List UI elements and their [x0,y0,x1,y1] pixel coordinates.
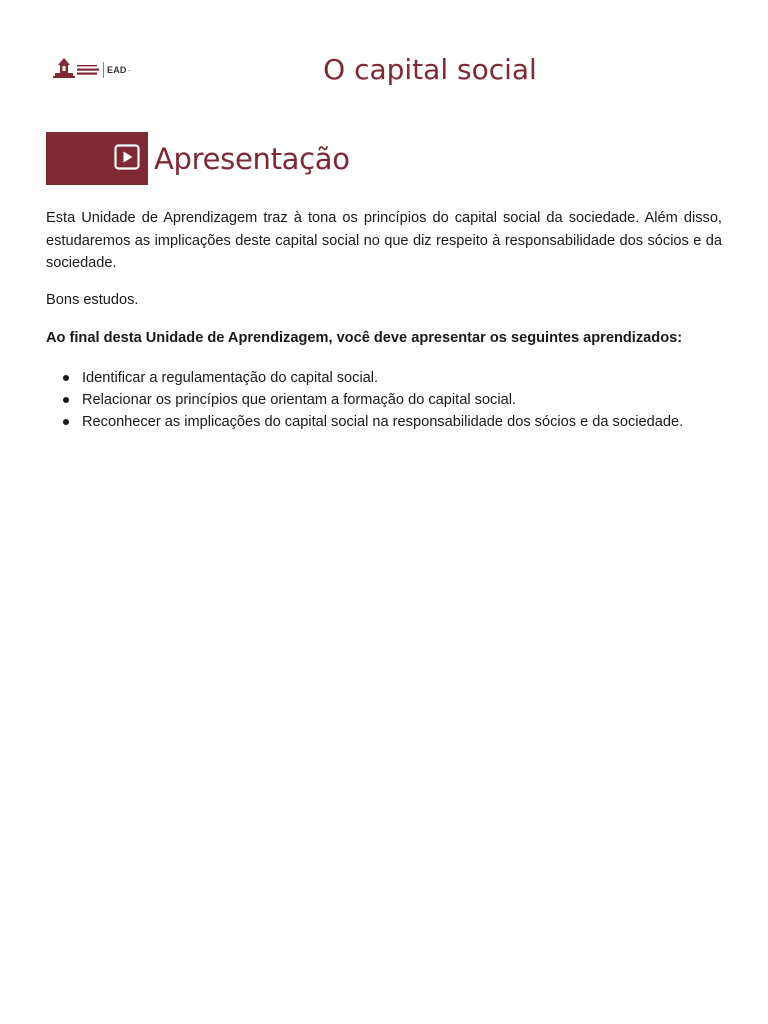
document-title: O capital social [323,53,537,86]
intro-paragraph: Esta Unidade de Aprendizagem traz à tona os princípios do capital social da sociedade. Além disso, estudaremos as implicações deste capital social no que diz respeito à responsabilidade dos sócios e da sociedade. [46,210,722,271]
greeting-paragraph: Bons estudos. [46,291,139,308]
logo-ead-label: EAD [107,65,127,75]
list-item: Reconhecer as implicações do capital social na responsabilidade dos sócios e da sociedade. [82,411,722,433]
logo-separator-dot: · [127,65,131,75]
play-icon [114,144,140,170]
objectives-list [46,367,722,433]
objectives-heading: Ao final desta Unidade de Aprendizagem, você deve apresentar os seguintes aprendizados: [46,330,683,346]
section-banner [46,132,148,185]
list-item: Identificar a regulamentação do capital social. [82,367,722,389]
section-heading: Apresentação [154,142,350,176]
list-item: Relacionar os princípios que orientam a formação do capital social. [82,389,722,411]
section-content [46,207,722,433]
university-crest-icon [52,57,104,83]
university-logo [52,57,131,83]
